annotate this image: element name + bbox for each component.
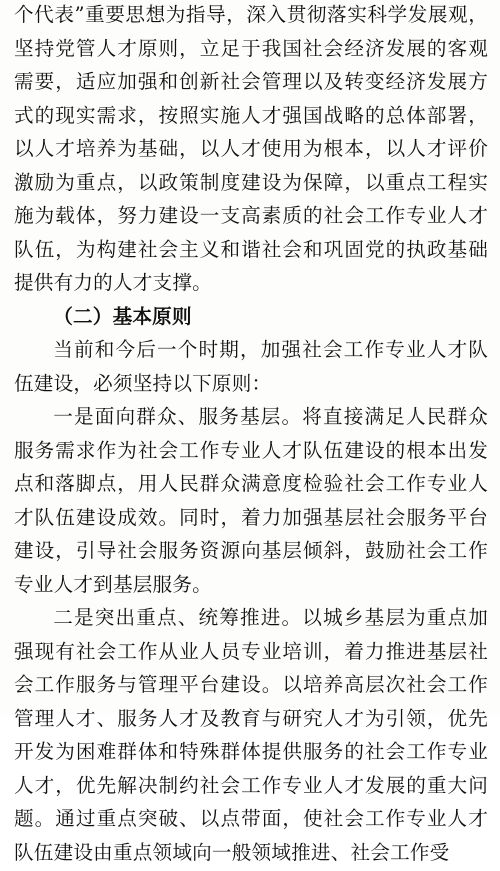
paragraph-guiding-thought: 个代表”重要思想为指导，深入贯彻落实科学发展观，坚持党管人才原则，立足于我国社会经济发展的客观需要，适应加强和创新社会管理以及转变经济发展方式的现实需求，按照实施人才强国战略的总体部署，以人才培养为基础，以人才使用为根本，以人才评价激励为重点，以政策制度建设为保障，以重点工程实施为载体，努力建设一支高素质的社会工作专业人才队伍，为构建社会主义和谐社会和巩固党的执政基础提供有力的人才支撑。 [14,3,488,294]
section-heading-basic-principles: （二）基本原则 [53,304,192,328]
paragraph-principle-two: 二是突出重点、统筹推进。以城乡基层为重点加强现有社会工作从业人员专业培训，着力推进基层社会工作服务与管理平台建设。以培养高层次社会工作管理人才、服务人才及教育与研究人才为引领，优先开发为困难群体和特殊群体提供服务的社会工作专业人才，优先解决制约社会工作专业人才发展的重大问题。通过重点突破、以点带面，使社会工作专业人才队伍建设由重点领域向一般领域推进、社会工作受 [14,606,488,864]
paragraph-principles-intro: 当前和今后一个时期，加强社会工作专业人才队伍建设，必须坚持以下原则： [14,338,488,395]
paragraph-principle-one: 一是面向群众、服务基层。将直接满足人民群众服务需求作为社会工作专业人才队伍建设的根本出发点和落脚点，用人民群众满意度检验社会工作专业人才队伍建设成效。同时，着力加强基层社会服务平台建设，引导社会服务资源向基层倾斜，鼓励社会工作专业人才到基层服务。 [14,405,488,596]
